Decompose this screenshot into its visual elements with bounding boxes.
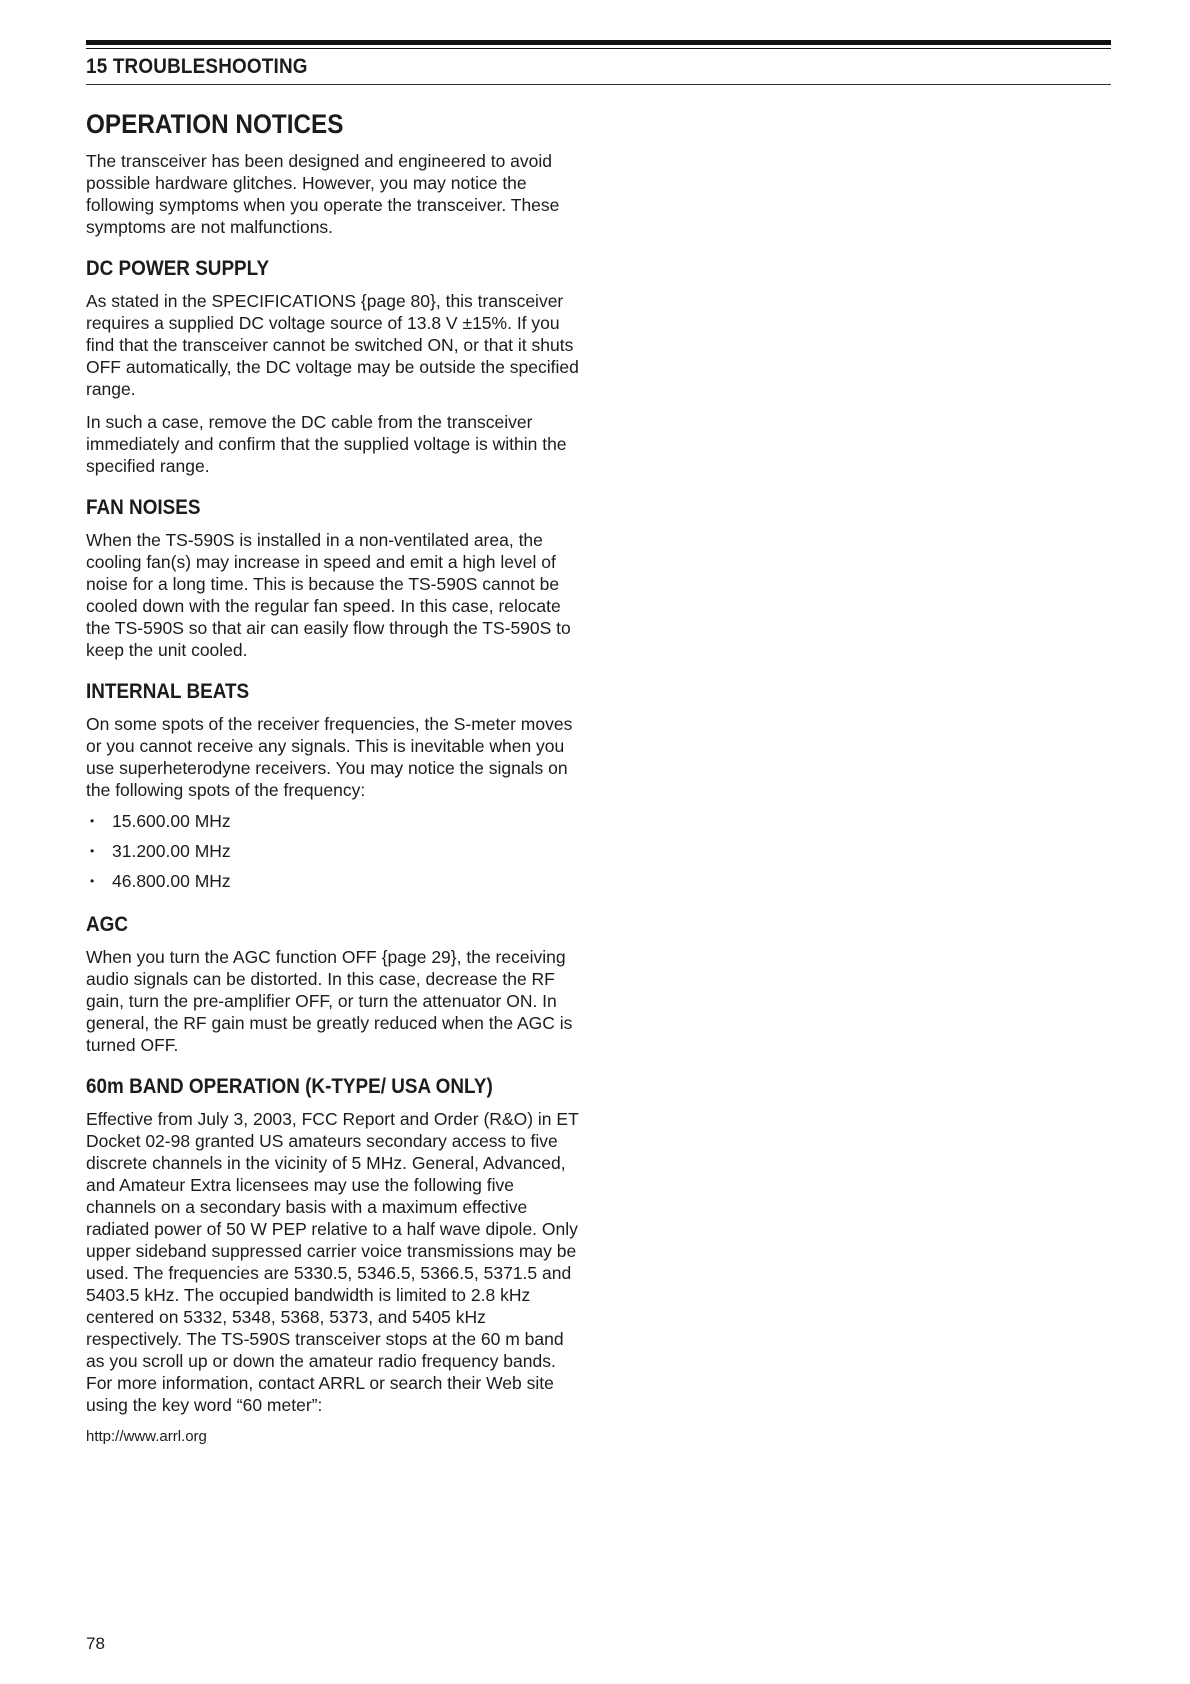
list-item: • 15.600.00 MHz [86,810,586,832]
chapter-underline [86,84,1111,85]
header-rule-thick [86,40,1111,45]
section-fan-noises [86,495,586,661]
section-internal-beats [86,679,586,892]
section-heading: AGC [86,913,129,936]
page-title: OPERATION NOTICES [86,109,344,139]
frequency-list [86,810,586,892]
chapter-heading: 15 TROUBLESHOOTING [86,55,308,78]
section-heading: INTERNAL BEATS [86,680,250,703]
section-heading: DC POWER SUPPLY [86,257,270,280]
paragraph: In such a case, remove the DC cable from the transceiver immediately and confirm that the supplied voltage is within the specified range. [86,412,567,476]
page-number: 78 [86,1634,105,1653]
section-dc-power-supply [86,256,586,477]
paragraph: When the TS-590S is installed in a non-ventilated area, the cooling fan(s) may increase in speed and emit a high level of noise for a long time. This is because the TS-590S cannot be cooled down with the regular fan speed. In this case, relocate the TS-590S so that air can easily flow through the TS-590S to keep the unit cooled. [86,530,571,660]
section-heading: 60m BAND OPERATION (K-TYPE/ USA ONLY) [86,1075,493,1098]
arrl-url: http://www.arrl.org [86,1428,207,1445]
paragraph: On some spots of the receiver frequencies, the S-meter moves or you cannot receive any signals. This is inevitable when you use superheterodyne receivers. You may notice the signals on the following spots of the frequency: [86,714,573,800]
list-item: • 31.200.00 MHz [86,840,586,862]
section-agc [86,912,586,1056]
intro-paragraph: The transceiver has been designed and engineered to avoid possible hardware glitches. However, you may notice the following symptoms when you operate the transceiver. These symptoms are not malfunctions. [86,151,560,237]
main-column [86,108,586,1447]
paragraph: As stated in the SPECIFICATIONS {page 80}, this transceiver requires a supplied DC voltage source of 13.8 V ±15%. If you find that the transceiver cannot be switched ON, or that it shuts OFF automatically, the DC voltage may be outside the specified range. [86,291,579,399]
section-60m-band-operation [86,1074,586,1447]
section-heading: FAN NOISES [86,496,201,519]
header-rule-thin [86,48,1111,49]
paragraph: When you turn the AGC function OFF {page 29}, the receiving audio signals can be distorted. In this case, decrease the RF gain, turn the pre-amplifier OFF, or turn the attenuator ON. In general, the RF gain must be greatly reduced when the AGC is turned OFF. [86,947,573,1055]
paragraph: Effective from July 3, 2003, FCC Report and Order (R&O) in ET Docket 02-98 granted US amateurs secondary access to five discrete channels in the vicinity of 5 MHz. General, Advanced, and Amateur Extra licensees may use the following five channels on a secondary basis with a maximum effective radiated power of 50 W PEP relative to a half wave dipole. Only upper sideband suppressed carrier voice transmissions may be used. The frequencies are 5330.5, 5346.5, 5366.5, 5371.5 and 5403.5 kHz. The occupied bandwidth is limited to 2.8 kHz centered on 5332, 5348, 5368, 5373, and 5405 kHz respectively. The TS-590S transceiver stops at the 60 m band as you scroll up or down the amateur radio frequency bands. For more information, contact ARRL or search their Web site using the key word “60 meter”: [86,1109,579,1415]
list-item: • 46.800.00 MHz [86,870,586,892]
